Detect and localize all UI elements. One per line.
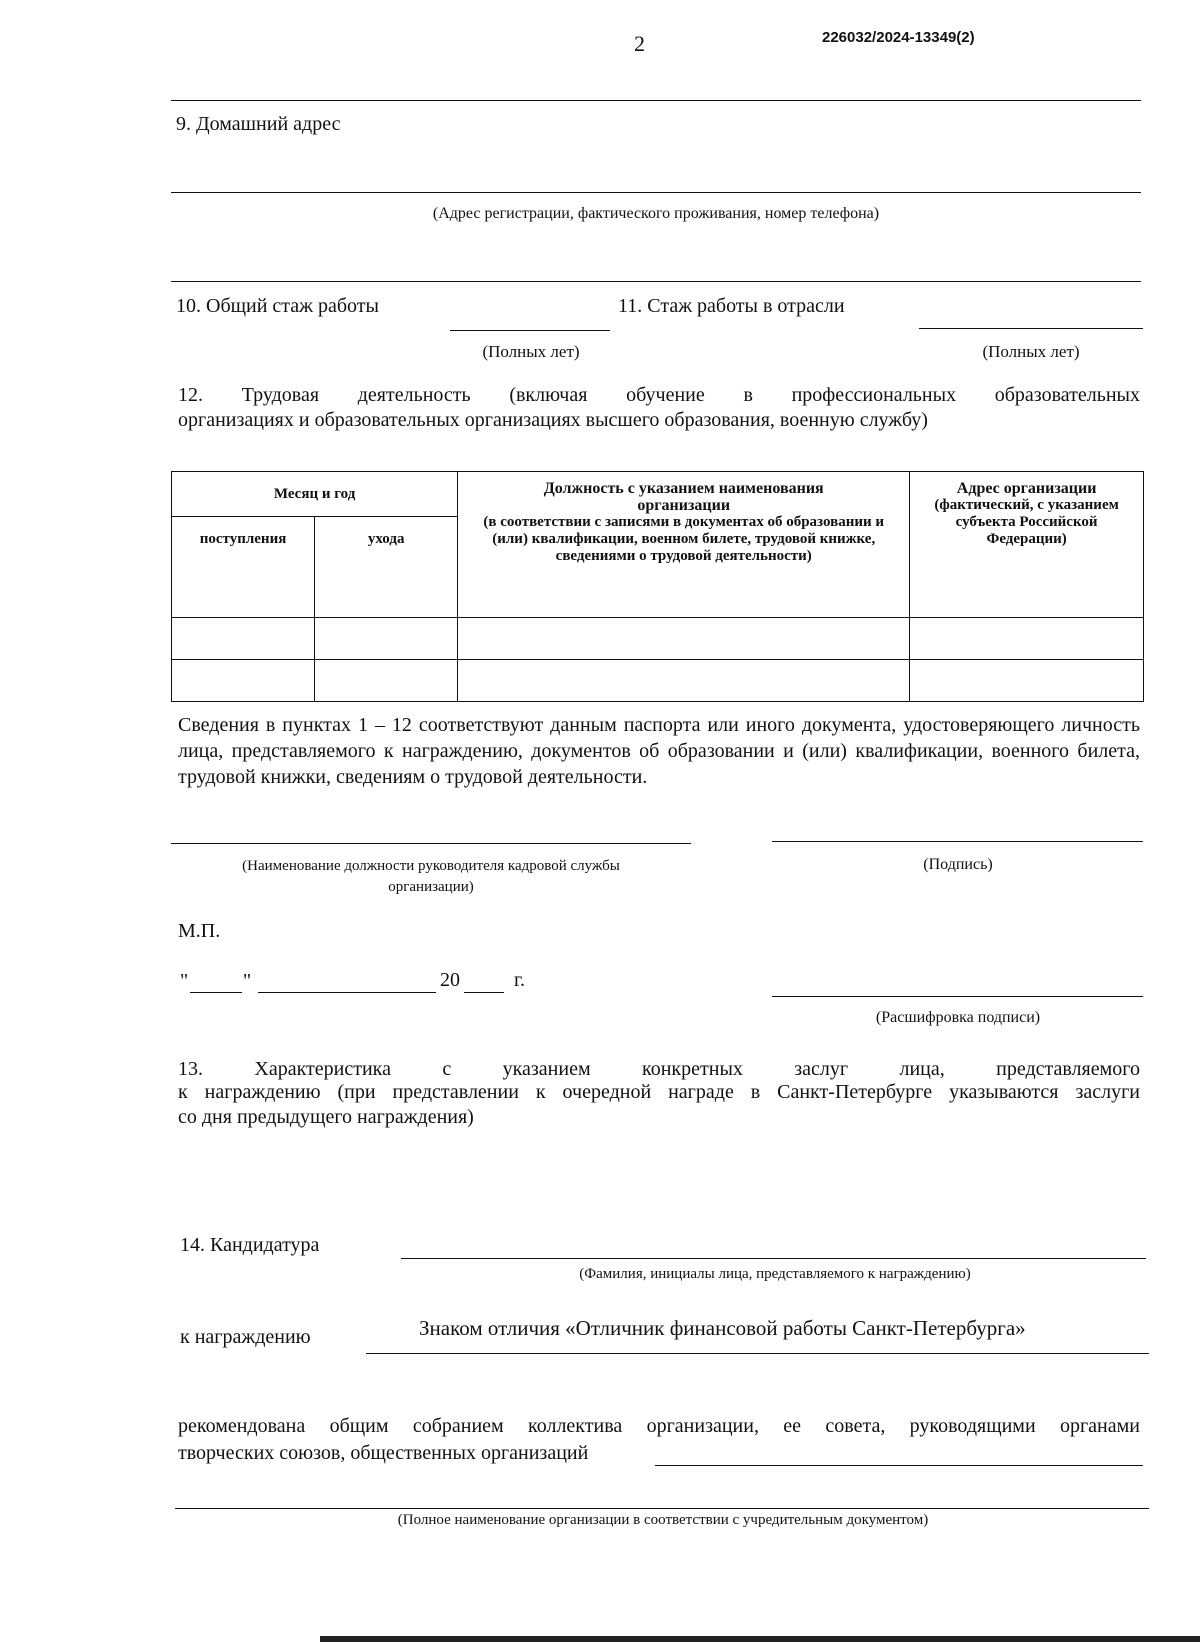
hr-caption-2: организации) (388, 879, 474, 895)
candidate-caption: (Фамилия, инициалы лица, представляемого к награждению) (579, 1266, 971, 1282)
address-caption: (Адрес регистрации, фактического проживания, номер телефона) (432, 205, 880, 222)
item14-label: 14. Кандидатура (180, 1234, 320, 1256)
position-note: (в соответствии с записями в документах об образовании и (или) квалификации, военном билете, трудовой книжке, сведениями о трудовой деятельности) (483, 514, 885, 564)
address-note: (фактический, с указанием субъекта Российской Федерации) (934, 497, 1119, 547)
table-row (172, 660, 1144, 702)
signature-field[interactable] (772, 841, 1143, 842)
confirmation-text: Сведения в пунктах 1 – 12 соответствуют данным паспорта или иного документа, удостоверяющего личность лица, представляемого к награждению, документов об образовании и (или) квалификации, военного билета, трудовой книжки, сведениям о трудовой деятельности. (178, 714, 1140, 788)
recommendation-line2: творческих союзов, общественных организаций (178, 1442, 589, 1464)
word: заслуг (794, 1058, 849, 1080)
date-suffix: г. (514, 969, 525, 991)
cell[interactable] (910, 618, 1144, 660)
stamp-label: М.П. (178, 920, 221, 942)
header-month-year: Месяц и год (172, 472, 458, 517)
date-quote-close: " (243, 970, 252, 992)
item10-label: 10. Общий стаж работы (176, 295, 379, 317)
word: 13. (178, 1058, 203, 1080)
total-experience-field[interactable] (450, 330, 610, 331)
word: указанием (502, 1058, 591, 1080)
address-field-2[interactable] (171, 281, 1141, 282)
table-row (172, 618, 1144, 660)
hr-position-field[interactable] (171, 843, 691, 844)
date-month-field[interactable] (258, 992, 436, 993)
position-title: Должность с указанием наименования организации (543, 480, 824, 514)
cell[interactable] (172, 660, 315, 702)
item13-line2: к награждению (при представлении к очередной награде в Санкт-Петербурге указываются заслуги (178, 1081, 1140, 1103)
word: конкретных (642, 1058, 743, 1080)
cell[interactable] (172, 618, 315, 660)
header-position (458, 472, 910, 618)
hr-caption-1: (Наименование должности руководителя кадровой службы (242, 858, 620, 874)
header-address (910, 472, 1144, 618)
header-start: поступления (172, 517, 315, 618)
page-number: 2 (634, 31, 645, 56)
work-history-table (171, 471, 1144, 702)
divider (171, 100, 1141, 101)
signature-caption: (Подпись) (923, 856, 993, 873)
scan-edge (320, 1636, 1200, 1642)
organization-field[interactable] (655, 1465, 1143, 1466)
document-number: 226032/2024-13349(2) (822, 29, 975, 46)
cell[interactable] (458, 618, 910, 660)
decoding-caption: (Расшифровка подписи) (875, 1009, 1041, 1026)
cell[interactable] (910, 660, 1144, 702)
item11-label: 11. Стаж работы в отрасли (618, 295, 845, 317)
industry-experience-field[interactable] (919, 328, 1143, 329)
item12-line2: организациях и образовательных организациях высшего образования, военную службу) (178, 409, 928, 431)
date-day-field[interactable] (190, 992, 242, 993)
item12-line1: 12. Трудовая деятельность (включая обучение в профессиональных образовательных (178, 384, 1140, 406)
word: лица, (899, 1058, 945, 1080)
address-title: Адрес организации (956, 480, 1097, 497)
award-value: Знаком отличия «Отличник финансовой работы Санкт-Петербурга» (419, 1316, 1026, 1340)
award-label: к награждению (180, 1326, 311, 1348)
address-field[interactable] (171, 192, 1141, 193)
cell[interactable] (315, 660, 458, 702)
recommendation-line1: рекомендована общим собранием коллектива организации, ее совета, руководящими органами (178, 1415, 1140, 1437)
item13-line3: со дня предыдущего награждения) (178, 1106, 474, 1128)
date-year-field[interactable] (464, 992, 504, 993)
item9-label: 9. Домашний адрес (176, 113, 341, 135)
word: Характеристика (254, 1058, 391, 1080)
date-year-prefix: 20 (440, 969, 460, 991)
header-end: ухода (315, 517, 458, 618)
candidate-field[interactable] (401, 1258, 1146, 1259)
item13-line1 (178, 1058, 1140, 1081)
date-quote-open: " (180, 970, 189, 992)
decoding-field[interactable] (772, 996, 1143, 997)
cell[interactable] (315, 618, 458, 660)
word: с (442, 1058, 452, 1080)
word: представляемого (996, 1058, 1140, 1080)
organization-caption: (Полное наименование организации в соответствии с учредительным документом) (397, 1512, 929, 1528)
award-field[interactable] (366, 1353, 1149, 1354)
total-experience-caption: (Полных лет) (482, 342, 580, 361)
organization-field-2[interactable] (175, 1508, 1149, 1509)
cell[interactable] (458, 660, 910, 702)
industry-experience-caption: (Полных лет) (982, 342, 1080, 361)
